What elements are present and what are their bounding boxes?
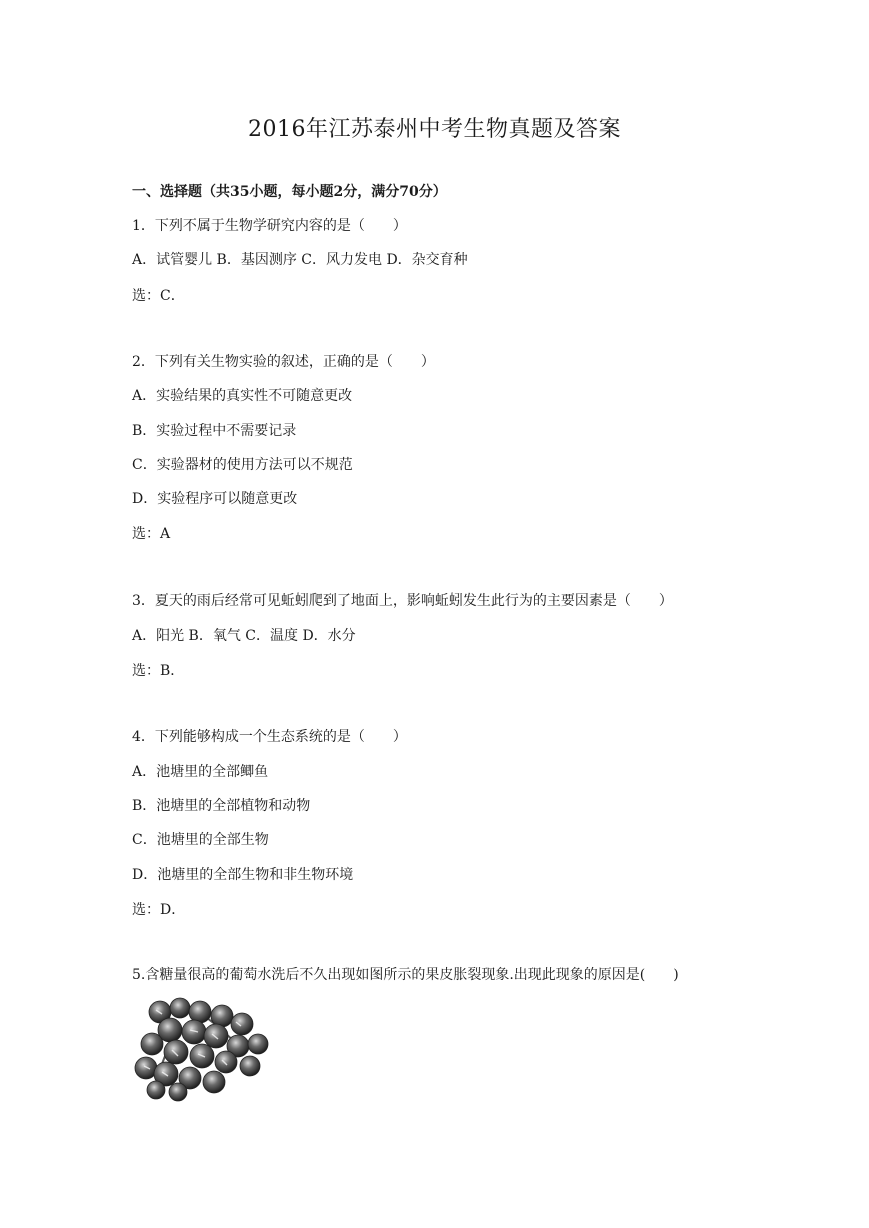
question-4-option-b: B．池塘里的全部植物和动物	[132, 798, 311, 814]
question-2-stem: 2．下列有关生物实验的叙述，正确的是（ ）	[132, 354, 435, 370]
question-4-stem: 4．下列能够构成一个生态系统的是（ ）	[132, 729, 407, 745]
question-2-answer: 选：A	[132, 526, 171, 542]
question-4-answer: 选：D．	[132, 902, 186, 918]
question-1-answer: 选：C．	[132, 288, 185, 304]
question-2-option-c: C．实验器材的使用方法可以不规范	[132, 457, 353, 473]
question-4-option-d: D．池塘里的全部生物和非生物环境	[132, 867, 354, 883]
question-1-stem: 1．下列不属于生物学研究内容的是（ ）	[132, 218, 407, 234]
question-2-option-b: B．实验过程中不需要记录	[132, 423, 297, 439]
question-3-options: A．阳光 B．氧气 C．温度 D．水分	[132, 628, 356, 644]
question-2-option-a: A．实验结果的真实性不可随意更改	[132, 388, 353, 404]
question-3-stem: 3．夏天的雨后经常可见蚯蚓爬到了地面上，影响蚯蚓发生此行为的主要因素是（ ）	[132, 593, 673, 609]
document-title: 2016年江苏泰州中考生物真题及答案	[248, 117, 621, 142]
question-1-options: A．试管婴儿 B．基因测序 C．风力发电 D．杂交育种	[132, 252, 468, 268]
question-5-stem: 5.含糖量很高的葡萄水洗后不久出现如图所示的果皮胀裂现象.出现此现象的原因是( )	[132, 967, 679, 983]
question-3-answer: 选：B．	[132, 663, 185, 679]
section-heading: 一、选择题（共35小题，每小题2分，满分70分）	[132, 184, 447, 200]
question-4-option-c: C．池塘里的全部生物	[132, 832, 269, 848]
question-2-option-d: D．实验程序可以随意更改	[132, 491, 298, 507]
grapes-image	[132, 994, 272, 1102]
question-4-option-a: A．池塘里的全部鲫鱼	[132, 764, 269, 780]
